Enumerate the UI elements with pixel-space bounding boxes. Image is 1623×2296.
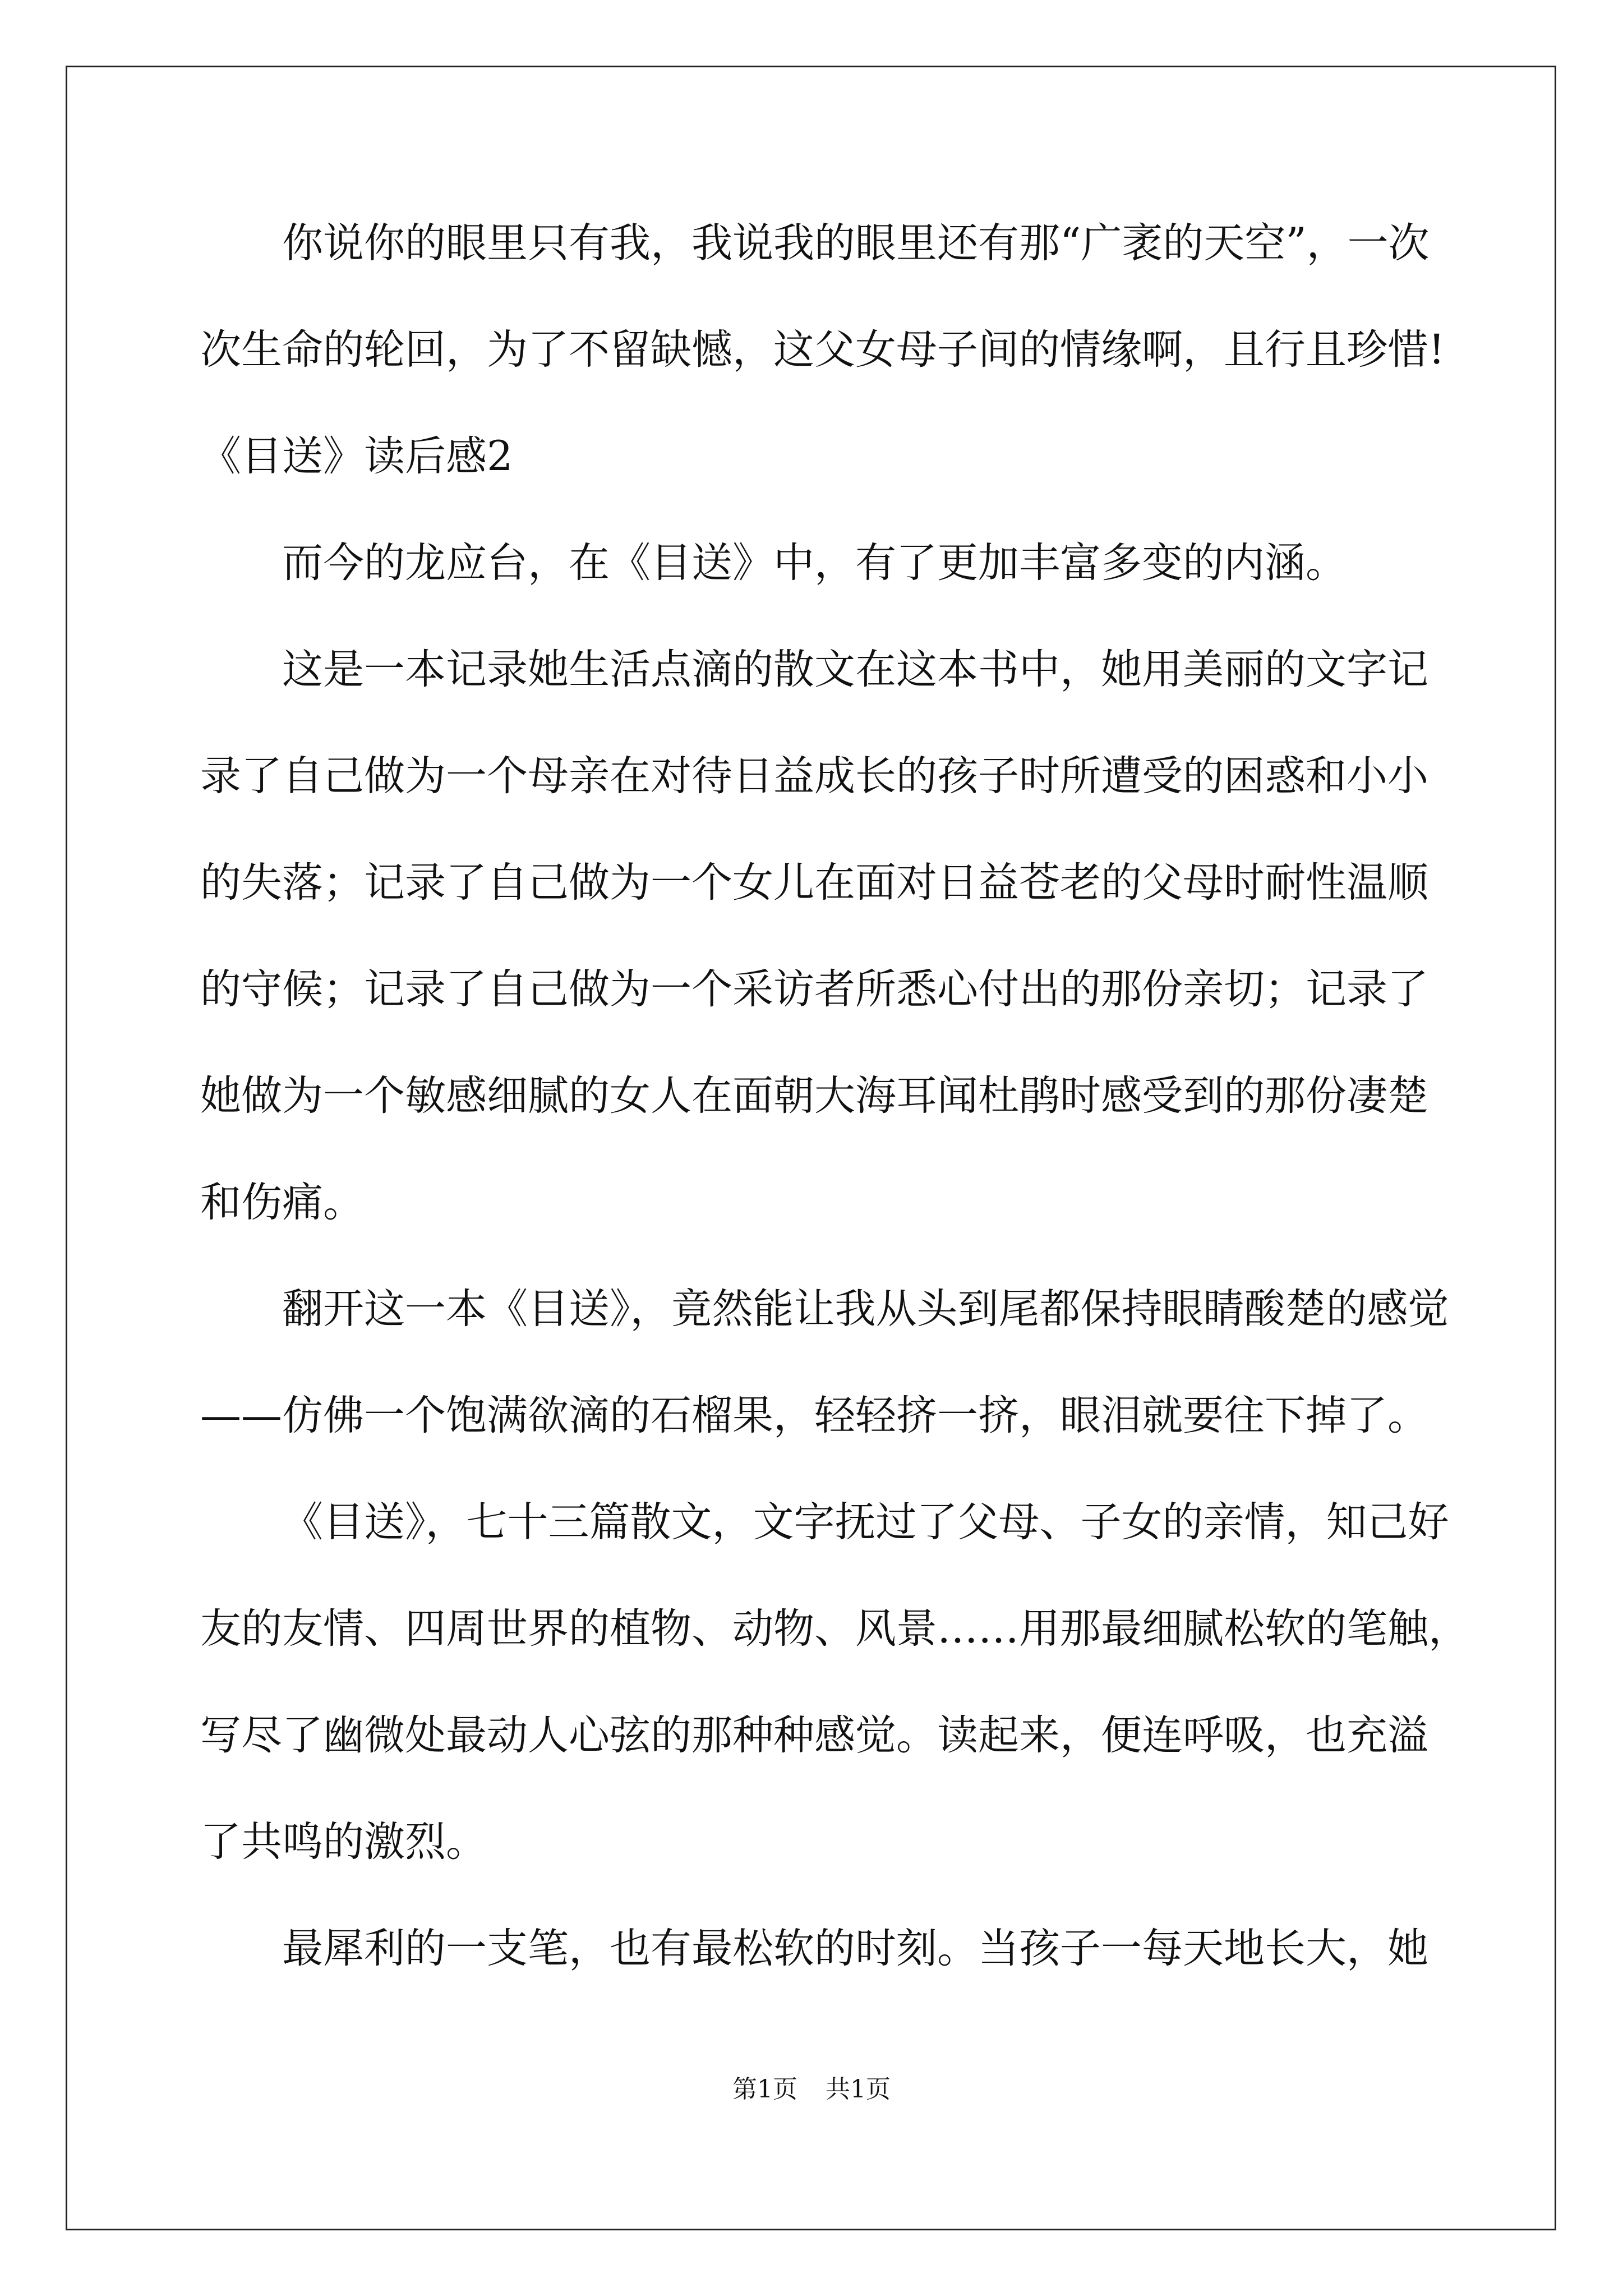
page-footer [0,2069,1623,2105]
text-line: 这是一本记录她生活点滴的散文在这本书中，她用美丽的文字记 [282,646,1428,693]
text-line: 最犀利的一支笔，也有最松软的时刻。当孩子一每天地长大，她 [282,1925,1428,1972]
text-line: 《目送》，七十三篇散文，文字抚过了父母、子女的亲情，知己好 [282,1498,1449,1546]
text-line: 了共鸣的激烈。 [200,1818,487,1866]
text-line: 友的友情、四周世界的植物、动物、风景……用那最细腻松软的笔触， [200,1605,1469,1653]
section-heading: 《目送》读后感2 [200,432,513,480]
text-line: ——仿佛一个饱满欲滴的石榴果，轻轻挤一挤，眼泪就要往下掉了。 [200,1392,1428,1439]
text-line: 次生命的轮回，为了不留缺憾，这父女母子间的情缘啊，且行且珍惜! [200,326,1445,374]
text-line: 她做为一个敏感细腻的女人在面朝大海耳闻杜鹃时感受到的那份凄楚 [200,1072,1428,1120]
page-number: 第1页 [732,2075,797,2104]
page-total: 共1页 [826,2075,891,2104]
text-line: 的守候；记录了自己做为一个采访者所悉心付出的那份亲切；记录了 [200,965,1428,1013]
text-line: 你说你的眼里只有我，我说我的眼里还有那“广袤的天空”，一次 [282,219,1430,267]
text-line: 的失落；记录了自己做为一个女儿在面对日益苍老的父母时耐性温顺 [200,859,1428,907]
text-line: 写尽了幽微处最动人心弦的那种种感觉。读起来，便连呼吸，也充溢 [200,1711,1428,1759]
text-line: 而今的龙应台，在《目送》中，有了更加丰富多变的内涵。 [282,539,1347,587]
text-line: 录了自己做为一个母亲在对待日益成长的孩子时所遭受的困惑和小小 [200,752,1428,800]
text-line: 翻开这一本《目送》，竟然能让我从头到尾都保持眼睛酸楚的感觉 [282,1285,1449,1333]
text-line: 和伤痛。 [200,1179,364,1226]
document-body [200,218,1469,2030]
